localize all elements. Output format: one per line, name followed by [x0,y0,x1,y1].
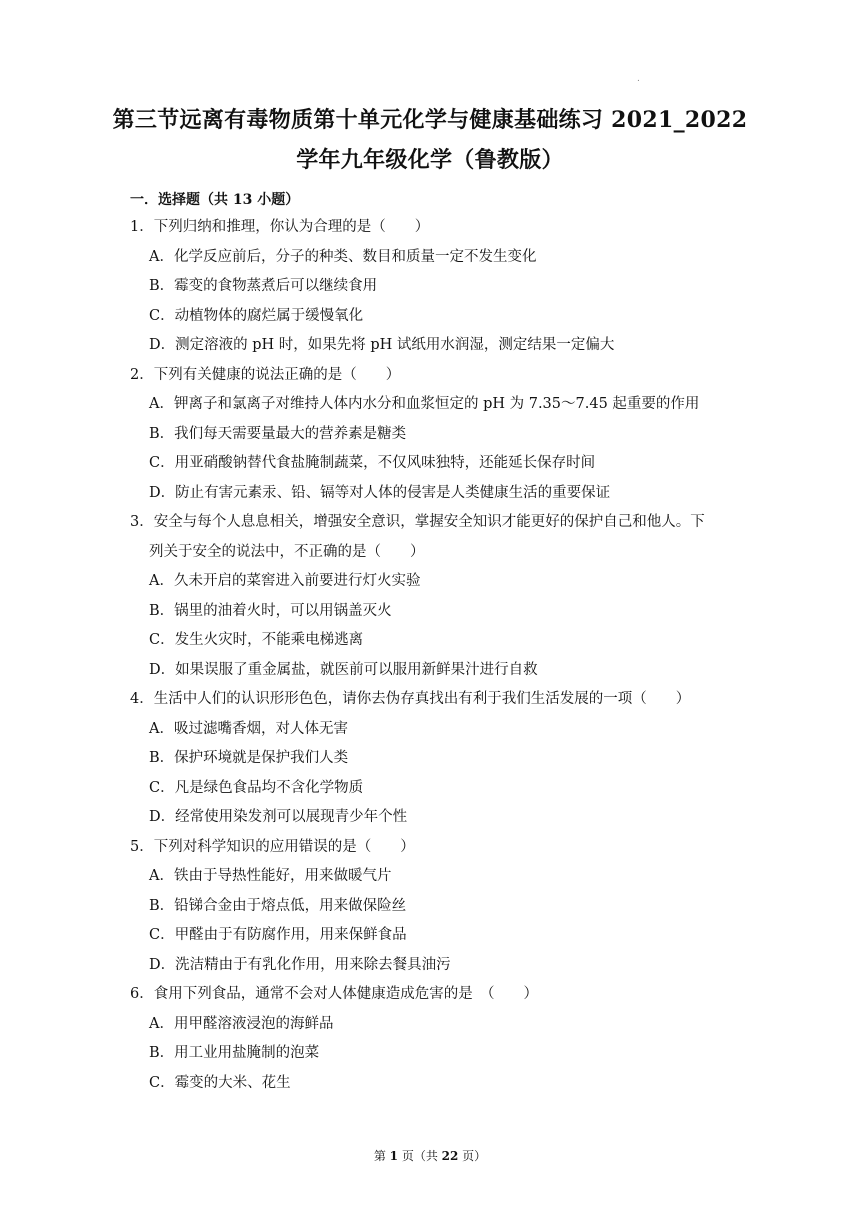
footer-suffix: 页） [458,1149,487,1163]
question-3-option-d: D．如果误服了重金属盐，就医前可以服用新鲜果汁进行自救 [149,662,538,678]
question-2-option-a: A．钾离子和氯离子对维持人体内水分和血浆恒定的 pH 为 7.35～7.45 起重要的作用 [149,396,700,412]
question-2-option-c: C．用亚硝酸钠替代食盐腌制蔬菜，不仅风味独特，还能延长保存时间 [149,455,596,471]
question-4-option-a: A．吸过滤嘴香烟，对人体无害 [149,721,348,737]
question-6-option-c: C．霉变的大米、花生 [149,1075,291,1091]
header-mark: . [637,74,640,84]
page-footer [0,1148,860,1164]
question-2-option-b: B．我们每天需要量最大的营养素是糖类 [149,426,407,442]
question-1-option-d: D．测定溶液的 pH 时，如果先将 pH 试纸用水润湿，测定结果一定偏大 [149,337,615,353]
question-3-option-c: C．发生火灾时，不能乘电梯逃离 [149,632,364,648]
footer-total-pages: 22 [441,1149,459,1163]
question-1-option-b: B．霉变的食物蒸煮后可以继续食用 [149,278,378,294]
question-5-option-a: A．铁由于导热性能好，用来做暖气片 [149,868,392,884]
question-2-option-d: D．防止有害元素汞、铅、镉等对人体的侵害是人类健康生活的重要保证 [149,485,611,501]
footer-prefix: 第 [373,1149,390,1163]
question-3-option-b: B．锅里的油着火时，可以用锅盖灭火 [149,603,392,619]
question-5-option-d: D．洗洁精由于有乳化作用，用来除去餐具油污 [149,957,451,973]
question-1-option-a: A．化学反应前后，分子的种类、数目和质量一定不发生变化 [149,249,537,265]
document-title-line-1: 第三节远离有毒物质第十单元化学与健康基础练习 2021_2022 [112,107,748,133]
question-3-stem: 3．安全与每个人息息相关，增强安全意识，掌握安全知识才能更好的保护自己和他人。下 [130,514,705,530]
document-title-line-2: 学年九年级化学（鲁教版） [296,147,564,173]
question-4-option-d: D．经常使用染发剂可以展现青少年个性 [149,809,408,825]
question-4-option-b: B．保护环境就是保护我们人类 [149,750,349,766]
question-6-option-a: A．用甲醛溶液浸泡的海鲜品 [149,1016,334,1032]
question-3-stem-continued: 列关于安全的说法中，不正确的是（ ） [149,544,425,560]
question-3-option-a: A．久未开启的菜窖进入前要进行灯火实验 [149,573,421,589]
question-6-option-b: B．用工业用盐腌制的泡菜 [149,1045,320,1061]
question-5-stem: 5．下列对科学知识的应用错误的是（ ） [130,839,415,855]
question-5-option-c: C．甲醛由于有防腐作用，用来保鲜食品 [149,927,407,943]
question-4-stem: 4．生活中人们的认识形形色色，请你去伪存真找出有利于我们生活发展的一项（ ） [130,691,691,707]
footer-page-number: 1 [389,1149,398,1163]
question-1-stem: 1．下列归纳和推理，你认为合理的是（ ） [130,219,430,235]
question-5-option-b: B．铅锑合金由于熔点低，用来做保险丝 [149,898,407,914]
question-4-option-c: C．凡是绿色食品均不含化学物质 [149,780,364,796]
section-heading: 一．选择题（共 13 小题） [130,192,300,208]
question-1-option-c: C．动植物体的腐烂属于缓慢氧化 [149,308,364,324]
question-2-stem: 2．下列有关健康的说法正确的是（ ） [130,367,401,383]
question-6-stem: 6．食用下列食品，通常不会对人体健康造成危害的是 （ ） [130,986,538,1002]
footer-middle: 页（共 [398,1149,442,1163]
